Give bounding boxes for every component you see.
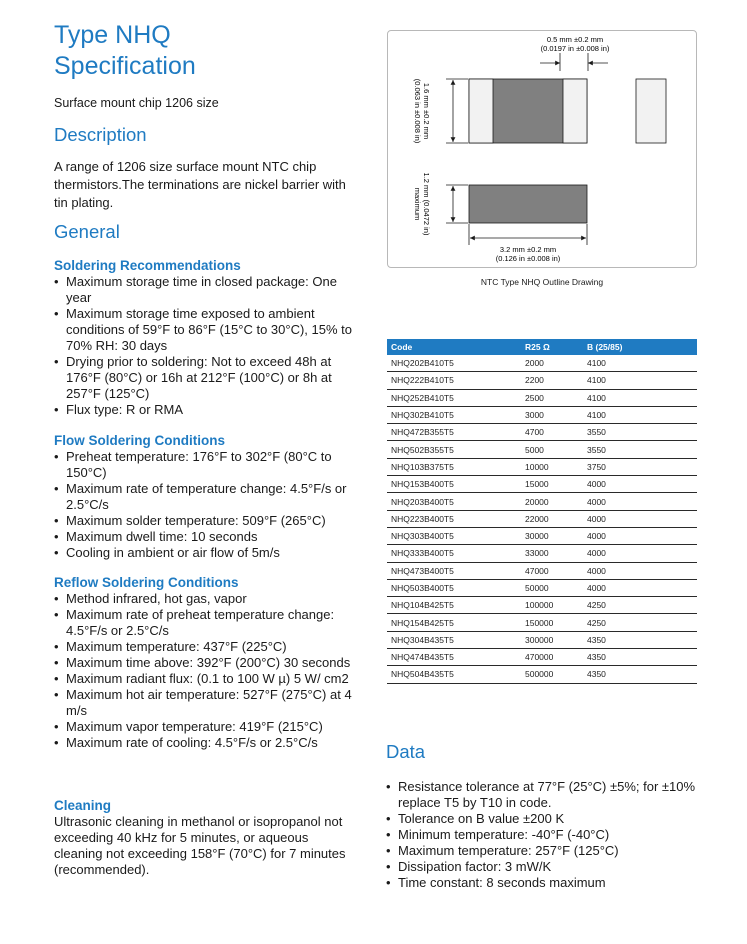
table-row bbox=[387, 562, 697, 579]
soldering-section bbox=[54, 257, 354, 418]
header-code: Code bbox=[387, 339, 521, 355]
table-row bbox=[387, 666, 697, 683]
cell-b-value: 4100 bbox=[583, 406, 697, 423]
cell-b-value: 3550 bbox=[583, 424, 697, 441]
general-heading: General bbox=[54, 221, 120, 242]
outline-drawing-svg bbox=[388, 31, 698, 269]
cell-r25: 50000 bbox=[521, 579, 583, 596]
dim-left2-text-1: 1.2 mm (0.0472 in) bbox=[422, 172, 431, 236]
data-heading: Data bbox=[386, 741, 426, 762]
cell-b-value: 4000 bbox=[583, 545, 697, 562]
cell-b-value: 4000 bbox=[583, 476, 697, 493]
table-row bbox=[387, 389, 697, 406]
cell-code: NHQ154B425T5 bbox=[387, 614, 521, 631]
list-item: • Maximum rate of cooling: 4.5°F/s or 2.5°C/s bbox=[54, 735, 354, 751]
code-table bbox=[387, 339, 697, 684]
list-item: • Method infrared, hot gas, vapor bbox=[54, 591, 354, 607]
list-item: • Preheat temperature: 176°F to 302°F (80°C to 150°C) bbox=[54, 449, 354, 481]
data-list bbox=[386, 779, 706, 891]
table-row bbox=[387, 406, 697, 423]
flow-section bbox=[54, 432, 354, 561]
cell-r25: 150000 bbox=[521, 614, 583, 631]
cell-r25: 3000 bbox=[521, 406, 583, 423]
cell-b-value: 3750 bbox=[583, 458, 697, 475]
table-row bbox=[387, 493, 697, 510]
table-row bbox=[387, 614, 697, 631]
list-item: • Drying prior to soldering: Not to exceed 48h at 176°F (80°C) or 16h at 212°F (100°C) or 8h at 257°F (125°C) bbox=[54, 354, 354, 402]
cell-r25: 2000 bbox=[521, 355, 583, 372]
cell-code: NHQ472B355T5 bbox=[387, 424, 521, 441]
table-row bbox=[387, 441, 697, 458]
list-item: • Resistance tolerance at 77°F (25°C) ±5%; for ±10% replace T5 by T10 in code. bbox=[386, 779, 706, 811]
table-row bbox=[387, 510, 697, 527]
cell-code: NHQ153B400T5 bbox=[387, 476, 521, 493]
cell-code: NHQ222B410T5 bbox=[387, 372, 521, 389]
table-header-row bbox=[387, 339, 697, 355]
list-item: • Maximum hot air temperature: 527°F (275°C) at 4 m/s bbox=[54, 687, 354, 719]
cell-b-value: 4350 bbox=[583, 649, 697, 666]
cell-r25: 20000 bbox=[521, 493, 583, 510]
cell-code: NHQ104B425T5 bbox=[387, 597, 521, 614]
reflow-section bbox=[54, 574, 354, 751]
list-item: • Cooling in ambient or air flow of 5m/s bbox=[54, 545, 354, 561]
dim-bottom-text-2: (0.126 in ±0.008 in) bbox=[495, 254, 561, 263]
flow-heading: Flow Soldering Conditions bbox=[54, 433, 225, 448]
terminal-end-view bbox=[636, 79, 666, 143]
cell-r25: 300000 bbox=[521, 631, 583, 648]
cell-r25: 470000 bbox=[521, 649, 583, 666]
dim-top-text-1: 0.5 mm ±0.2 mm bbox=[546, 35, 604, 44]
cell-r25: 33000 bbox=[521, 545, 583, 562]
data-section bbox=[386, 779, 706, 891]
cell-b-value: 4350 bbox=[583, 666, 697, 683]
cell-r25: 22000 bbox=[521, 510, 583, 527]
cell-b-value: 4000 bbox=[583, 493, 697, 510]
table-row bbox=[387, 579, 697, 596]
table-row bbox=[387, 631, 697, 648]
cell-code: NHQ503B400T5 bbox=[387, 579, 521, 596]
cell-r25: 5000 bbox=[521, 441, 583, 458]
cell-b-value: 4100 bbox=[583, 389, 697, 406]
cell-r25: 100000 bbox=[521, 597, 583, 614]
title-line-2: Specification bbox=[54, 52, 196, 80]
cell-r25: 30000 bbox=[521, 527, 583, 544]
page-title bbox=[54, 20, 196, 82]
list-item: • Maximum rate of temperature change: 4.5°F/s or 2.5°C/s bbox=[54, 481, 354, 513]
list-item: • Maximum storage time exposed to ambient conditions of 59°F to 86°F (15°C to 30°C), 15% to 70% RH: 30 days bbox=[54, 306, 354, 354]
cell-r25: 47000 bbox=[521, 562, 583, 579]
cell-code: NHQ202B410T5 bbox=[387, 355, 521, 372]
cleaning-heading: Cleaning bbox=[54, 798, 112, 813]
table-row bbox=[387, 372, 697, 389]
cell-code: NHQ103B375T5 bbox=[387, 458, 521, 475]
dim-left1-text-1: 1.6 mm ±0.2 mm bbox=[422, 82, 431, 140]
cell-b-value: 4000 bbox=[583, 527, 697, 544]
cell-r25: 15000 bbox=[521, 476, 583, 493]
table-body bbox=[387, 355, 697, 683]
cell-r25: 2500 bbox=[521, 389, 583, 406]
list-item: • Maximum vapor temperature: 419°F (215°C) bbox=[54, 719, 354, 735]
cell-code: NHQ474B435T5 bbox=[387, 649, 521, 666]
table-row bbox=[387, 545, 697, 562]
cell-code: NHQ303B400T5 bbox=[387, 527, 521, 544]
cell-b-value: 4100 bbox=[583, 355, 697, 372]
table-row bbox=[387, 424, 697, 441]
cell-code: NHQ504B435T5 bbox=[387, 666, 521, 683]
title-line-1: Type NHQ bbox=[54, 21, 171, 49]
cell-code: NHQ333B400T5 bbox=[387, 545, 521, 562]
cell-b-value: 3550 bbox=[583, 441, 697, 458]
cell-code: NHQ304B435T5 bbox=[387, 631, 521, 648]
cell-r25: 10000 bbox=[521, 458, 583, 475]
cell-code: NHQ473B400T5 bbox=[387, 562, 521, 579]
cell-code: NHQ502B355T5 bbox=[387, 441, 521, 458]
chip-body-side bbox=[469, 185, 587, 223]
list-item: • Maximum rate of preheat temperature change: 4.5°F/s or 2.5°C/s bbox=[54, 607, 354, 639]
list-item: • Maximum radiant flux: (0.1 to 100 W µ) 5 W/ cm2 bbox=[54, 671, 354, 687]
cell-b-value: 4000 bbox=[583, 562, 697, 579]
description-text: A range of 1206 size surface mount NTC chip thermistors.The terminations are nickel barrier with tin plating. bbox=[54, 159, 346, 210]
table-row bbox=[387, 649, 697, 666]
table-row bbox=[387, 476, 697, 493]
cell-r25: 4700 bbox=[521, 424, 583, 441]
cell-b-value: 4350 bbox=[583, 631, 697, 648]
reflow-list bbox=[54, 591, 354, 751]
cell-code: NHQ223B400T5 bbox=[387, 510, 521, 527]
page-subtitle: Surface mount chip 1206 size bbox=[54, 96, 219, 110]
cleaning-text: Ultrasonic cleaning in methanol or isopropanol not exceeding 40 kHz for 5 minutes, or aqueous cleaning not exceeding 158°F (70°C) for 7 minutes (recommended). bbox=[54, 814, 346, 877]
dim-left1-text-2: (0.063 in ±0.008 in) bbox=[413, 78, 422, 144]
chip-terminal-left bbox=[469, 79, 493, 143]
list-item: • Dissipation factor: 3 mW/K bbox=[386, 859, 706, 875]
flow-list bbox=[54, 449, 354, 561]
cell-b-value: 4000 bbox=[583, 510, 697, 527]
cell-r25: 2200 bbox=[521, 372, 583, 389]
cell-b-value: 4250 bbox=[583, 614, 697, 631]
soldering-list bbox=[54, 274, 354, 418]
outline-drawing bbox=[387, 30, 697, 268]
dim-top-text-2: (0.0197 in ±0.008 in) bbox=[540, 44, 610, 53]
list-item: • Tolerance on B value ±200 K bbox=[386, 811, 706, 827]
cleaning-section bbox=[54, 797, 354, 878]
reflow-heading: Reflow Soldering Conditions bbox=[54, 575, 239, 590]
list-item: • Maximum temperature: 437°F (225°C) bbox=[54, 639, 354, 655]
description-heading: Description bbox=[54, 124, 147, 145]
list-item: • Maximum temperature: 257°F (125°C) bbox=[386, 843, 706, 859]
header-r25: R25 Ω bbox=[521, 339, 583, 355]
table-row bbox=[387, 597, 697, 614]
cell-code: NHQ252B410T5 bbox=[387, 389, 521, 406]
cell-b-value: 4250 bbox=[583, 597, 697, 614]
list-item: • Maximum storage time in closed package: One year bbox=[54, 274, 354, 306]
cell-b-value: 4000 bbox=[583, 579, 697, 596]
list-item: • Maximum dwell time: 10 seconds bbox=[54, 529, 354, 545]
dim-bottom-text-1: 3.2 mm ±0.2 mm bbox=[499, 245, 557, 254]
list-item: • Flux type: R or RMA bbox=[54, 402, 354, 418]
cell-r25: 500000 bbox=[521, 666, 583, 683]
list-item: • Time constant: 8 seconds maximum bbox=[386, 875, 706, 891]
soldering-heading: Soldering Recommendations bbox=[54, 258, 241, 273]
list-item: • Maximum time above: 392°F (200°C) 30 seconds bbox=[54, 655, 354, 671]
cell-code: NHQ203B400T5 bbox=[387, 493, 521, 510]
list-item: • Maximum solder temperature: 509°F (265°C) bbox=[54, 513, 354, 529]
table-row bbox=[387, 527, 697, 544]
cell-code: NHQ302B410T5 bbox=[387, 406, 521, 423]
drawing-caption: NTC Type NHQ Outline Drawing bbox=[480, 277, 604, 287]
header-b-value: B (25/85) bbox=[583, 339, 697, 355]
chip-terminal-right bbox=[563, 79, 587, 143]
table-row bbox=[387, 355, 697, 372]
cell-b-value: 4100 bbox=[583, 372, 697, 389]
dim-left2-text-2: maximum bbox=[413, 187, 422, 221]
table-row bbox=[387, 458, 697, 475]
list-item: • Minimum temperature: -40°F (-40°C) bbox=[386, 827, 706, 843]
